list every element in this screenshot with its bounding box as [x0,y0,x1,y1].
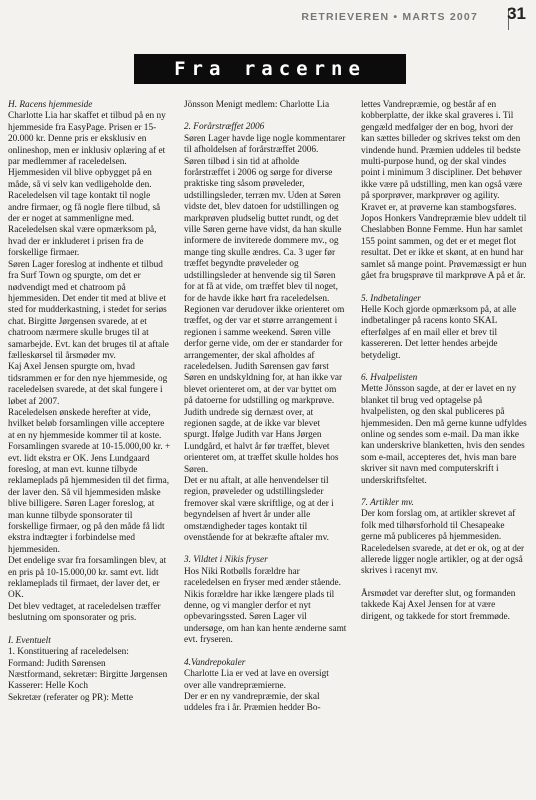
paragraph-gap [8,625,171,636]
paragraph: 1. Konstituering af raceledelsen: [8,647,129,658]
section-heading: 3. Vildtet i Nikis fryser [184,555,268,566]
paragraph: Formand: Judith Sørensen [8,658,106,669]
paragraph: Charlotte Lia har skaffet et tilbud på en ny hjemmeside fra EasyPage. Prisen er 15-20.000 kr. Denne pris er eksklusiv en onlineshop, men er inklusiv oplæring af et par medlemmer af raceledelsen. Hjemmesiden vil blive opbygget på en måde, så vi selv kan vedligeholde den. Raceledelsen vil tage kontakt til nogle andre firmaer, og få nogle flere tilbud, så der er noget at sammenligne med. Raceledelsen skal være opmærksom på, hvad der er inkluderet i prisen fra de forskellige firmaer. [8,111,166,259]
paragraph: Der kom forslag om, at artikler skrevet af folk med tilhørsforhold til Chesapeake gerne må publiceres på hjemmesiden. Raceledelsen svarede, at det er ok, og at der allerede ligger nogle artikler, og at der også skrives i racenyt mv. [361,509,525,577]
section-heading: 7. Artikler mv. [361,498,414,508]
paragraph: Helle Koch gjorde opmærksom på, at alle indbetalinger på racens konto SKAL efterfølges af en mail eller et brev til kassereren. Det letter hendes arbejde betydeligt. [361,304,517,361]
paragraph: Jönsson Menigt medlem: Charlotte Lia [184,100,330,110]
section-banner: Fra racerne [134,54,406,84]
paragraph: Hos Niki Rotbølls forældre har raceledelsen en fryser med ænder stående. Nikis forældre har ikke længere plads til denne, og vi mangler derfor et nyt opbevaringssted. Søren Lager vil undersøge, om han kan hente ænderne samt evt. fryseren. [184,566,347,646]
paragraph: Raceledelsen ønskede herefter at vide, hvilket beløb forsamlingen ville acceptere at en ny hjemmeside kommer til at koste. Forsamlingen svarede at 10-15.000,00 kr. + evt. lidt ekstra er OK. Jens Lundgaard foreslog, at man evt. kunne tilbyde reklameplads på hjemmesiden til det firma, der laver den. Så vil hjemmesiden måske blive billigere. Søren Lager foreslog, at man kunne tilbyde sponsorater til forskellige firmaer, og på den måde få lidt ekstra indtægter i forbindelse med hjemmesiden. [8,407,171,555]
paragraph: lettes Vandrepræmie, og består af en kobberplatte, der ikke skal graveres i. Til gengæld medfølger der en bog, hvori der kan sættes billeder og skrives tekst om den vindende hund. Præmien uddeles til bedste multi-purpose hund, og der skal vindes point i minimum 3 discipliner. Det behøver ikke være på udstilling, men kan også være på sporprøver, markprøver og agility. Kravet er, at prøverne kan stambogsføres. [361,100,523,213]
paragraph: Det er nu aftalt, at alle henvendelser til region, prøveleder og udstillingsleder fremover skal være skriftlige, og at der i begyndelsen af hvert år under alle omstændigheder tages kontakt til ovenstående for at bekræfte aftaler mv. [184,476,334,544]
section-heading: 2. Forårstræffet 2006 [184,122,265,133]
paragraph: Der er en ny vandrepræmie, der skal uddeles fra i år. Præmien hedder Bo- [184,691,321,714]
paragraph: Kasserer: Helle Koch [8,681,89,692]
paragraph: Kaj Axel Jensen spurgte om, hvad tidsrammen er for den nye hjemmeside, og raceledelsen svarede, at det skal fungere i løbet af 2007. [8,362,168,407]
paragraph: Det blev vedtaget, at raceledelsen træffer beslutning om sponsorater og pris. [8,601,161,624]
paragraph: Søren tilbød i sin tid at afholde forårstræffet i 2006 og sørge for diverse praktiske ting såsom prøveleder, udstillingsleder, terræn mv. Uden at Søren vidste det, blev datoen for udstillingen og markprøven pludselig buttet rundt, og det ville Søren gerne have vidst, da han skulle informere de inviterede dommere mv., og mange ting skulle ændres. Ca. 3 uger før træffet begyndte prøveleder og udstillingsleder at henvende sig til Søren for at få at vide, om træffet blev til noget, for de havde ikke hørt fra raceledelsen. [184,156,342,304]
article-column-3 [361,100,527,792]
section-heading: I. Eventuelt [8,635,51,646]
paragraph: Mette Jönsson sagde, at der er lavet en ny blanket til brug ved optagelse på hvalpelisten, og den skal publiceres på hjemmesiden. Den må gerne kunne udfyldes online og sendes som e-mail. Da man ikke kan underskrive blanketten, hvis den sendes som e-mail, accepteres det, hvis man bare skriver sit navn med computerskrift i underskriftsfeltet. [361,384,527,486]
paragraph-gap [361,487,527,498]
paragraph-gap [184,647,347,658]
paragraph: Årsmødet var derefter slut, og formanden takkede Kaj Axel Jensen for at være dirigent, og takkede for stort fremmøde. [361,588,516,622]
article-column-1 [8,100,171,792]
section-heading: 4.Vandrepokaler [184,657,246,668]
paragraph: Næstformand, sekretær: Birgitte Jørgensen [8,669,168,680]
paragraph: Regionen var derudover ikke orienteret om træffet, og der var et større arrangement i regionen i samme weekend. Søren ville derfor gerne vide, om der er standarder for arrangementer, der skal afholdes af raceledelsen. Judith Sørensen gav først Søren en undskyldning for, at han ikke var blevet orienteret om, at der var byttet om på datoerne for udstilling og markprøve. Judith undrede sig dernæst over, at regionen sagde, at de ikke var blevet spurgt. Ifølge Judith var Hans Jørgen Lundgård, et halvt år før træffet, blevet orienteret om, at træffet skulle holdes hos Søren. [184,304,345,475]
paragraph: Jopos Honkers Vandrepræmie blev uddelt til Cheslabben Bonne Femme. Hun har samlet 155 point sammen, og det er et meget flot resultat. Det er ikke et skønt, at en hund har samlet så mange point. Prøvemæssigt er hun gået fra brugsprøve til markprøve A på et år. [361,214,527,282]
article-column-2 [184,100,347,792]
magazine-issue: RETRIEVEREN • MARTS 2007 [301,11,478,23]
paragraph: Sekretær (referater og PR): Mette [8,692,133,703]
page-number: 31 [507,4,526,23]
section-heading: H. Racens hjemmeside [8,100,93,110]
paragraph-gap [361,283,527,294]
section-heading: 6. Hvalpelisten [361,372,418,383]
page-header [0,4,536,30]
paragraph-gap [184,111,347,122]
section-heading: 5. Indbetalinger [361,293,421,304]
paragraph: Charlotte Lia er ved at lave en oversigt over alle vandrepræmierne. [184,669,329,691]
paragraph-gap [184,544,347,555]
paragraph: Søren Lager havde lige nogle kommentarer til afholdelsen af forårstræffet 2006. [184,133,346,156]
paragraph-gap [361,578,527,589]
paragraph-gap [361,362,527,373]
paragraph: Søren Lager foreslog at indhente et tilbud fra Surf Town og spurgte, om det er nødvendigt med et chatroom på hjemmesiden. Det ender tit med at blive et sted for mudderkastning, i stedet for seriøs chat. Birgitte Jørgensen svarede, at et chatroom nærmere skulle bruges til at samarbejde. Evt. kan det bruges til at aftale fælleskørsel til årsmøder mv. [8,259,169,361]
paragraph: Det endelige svar fra forsamlingen blev, at en pris på 10-15.000,00 kr. samt evt. lidt reklameplads til firmaet, der laver det, er OK. [8,556,167,601]
